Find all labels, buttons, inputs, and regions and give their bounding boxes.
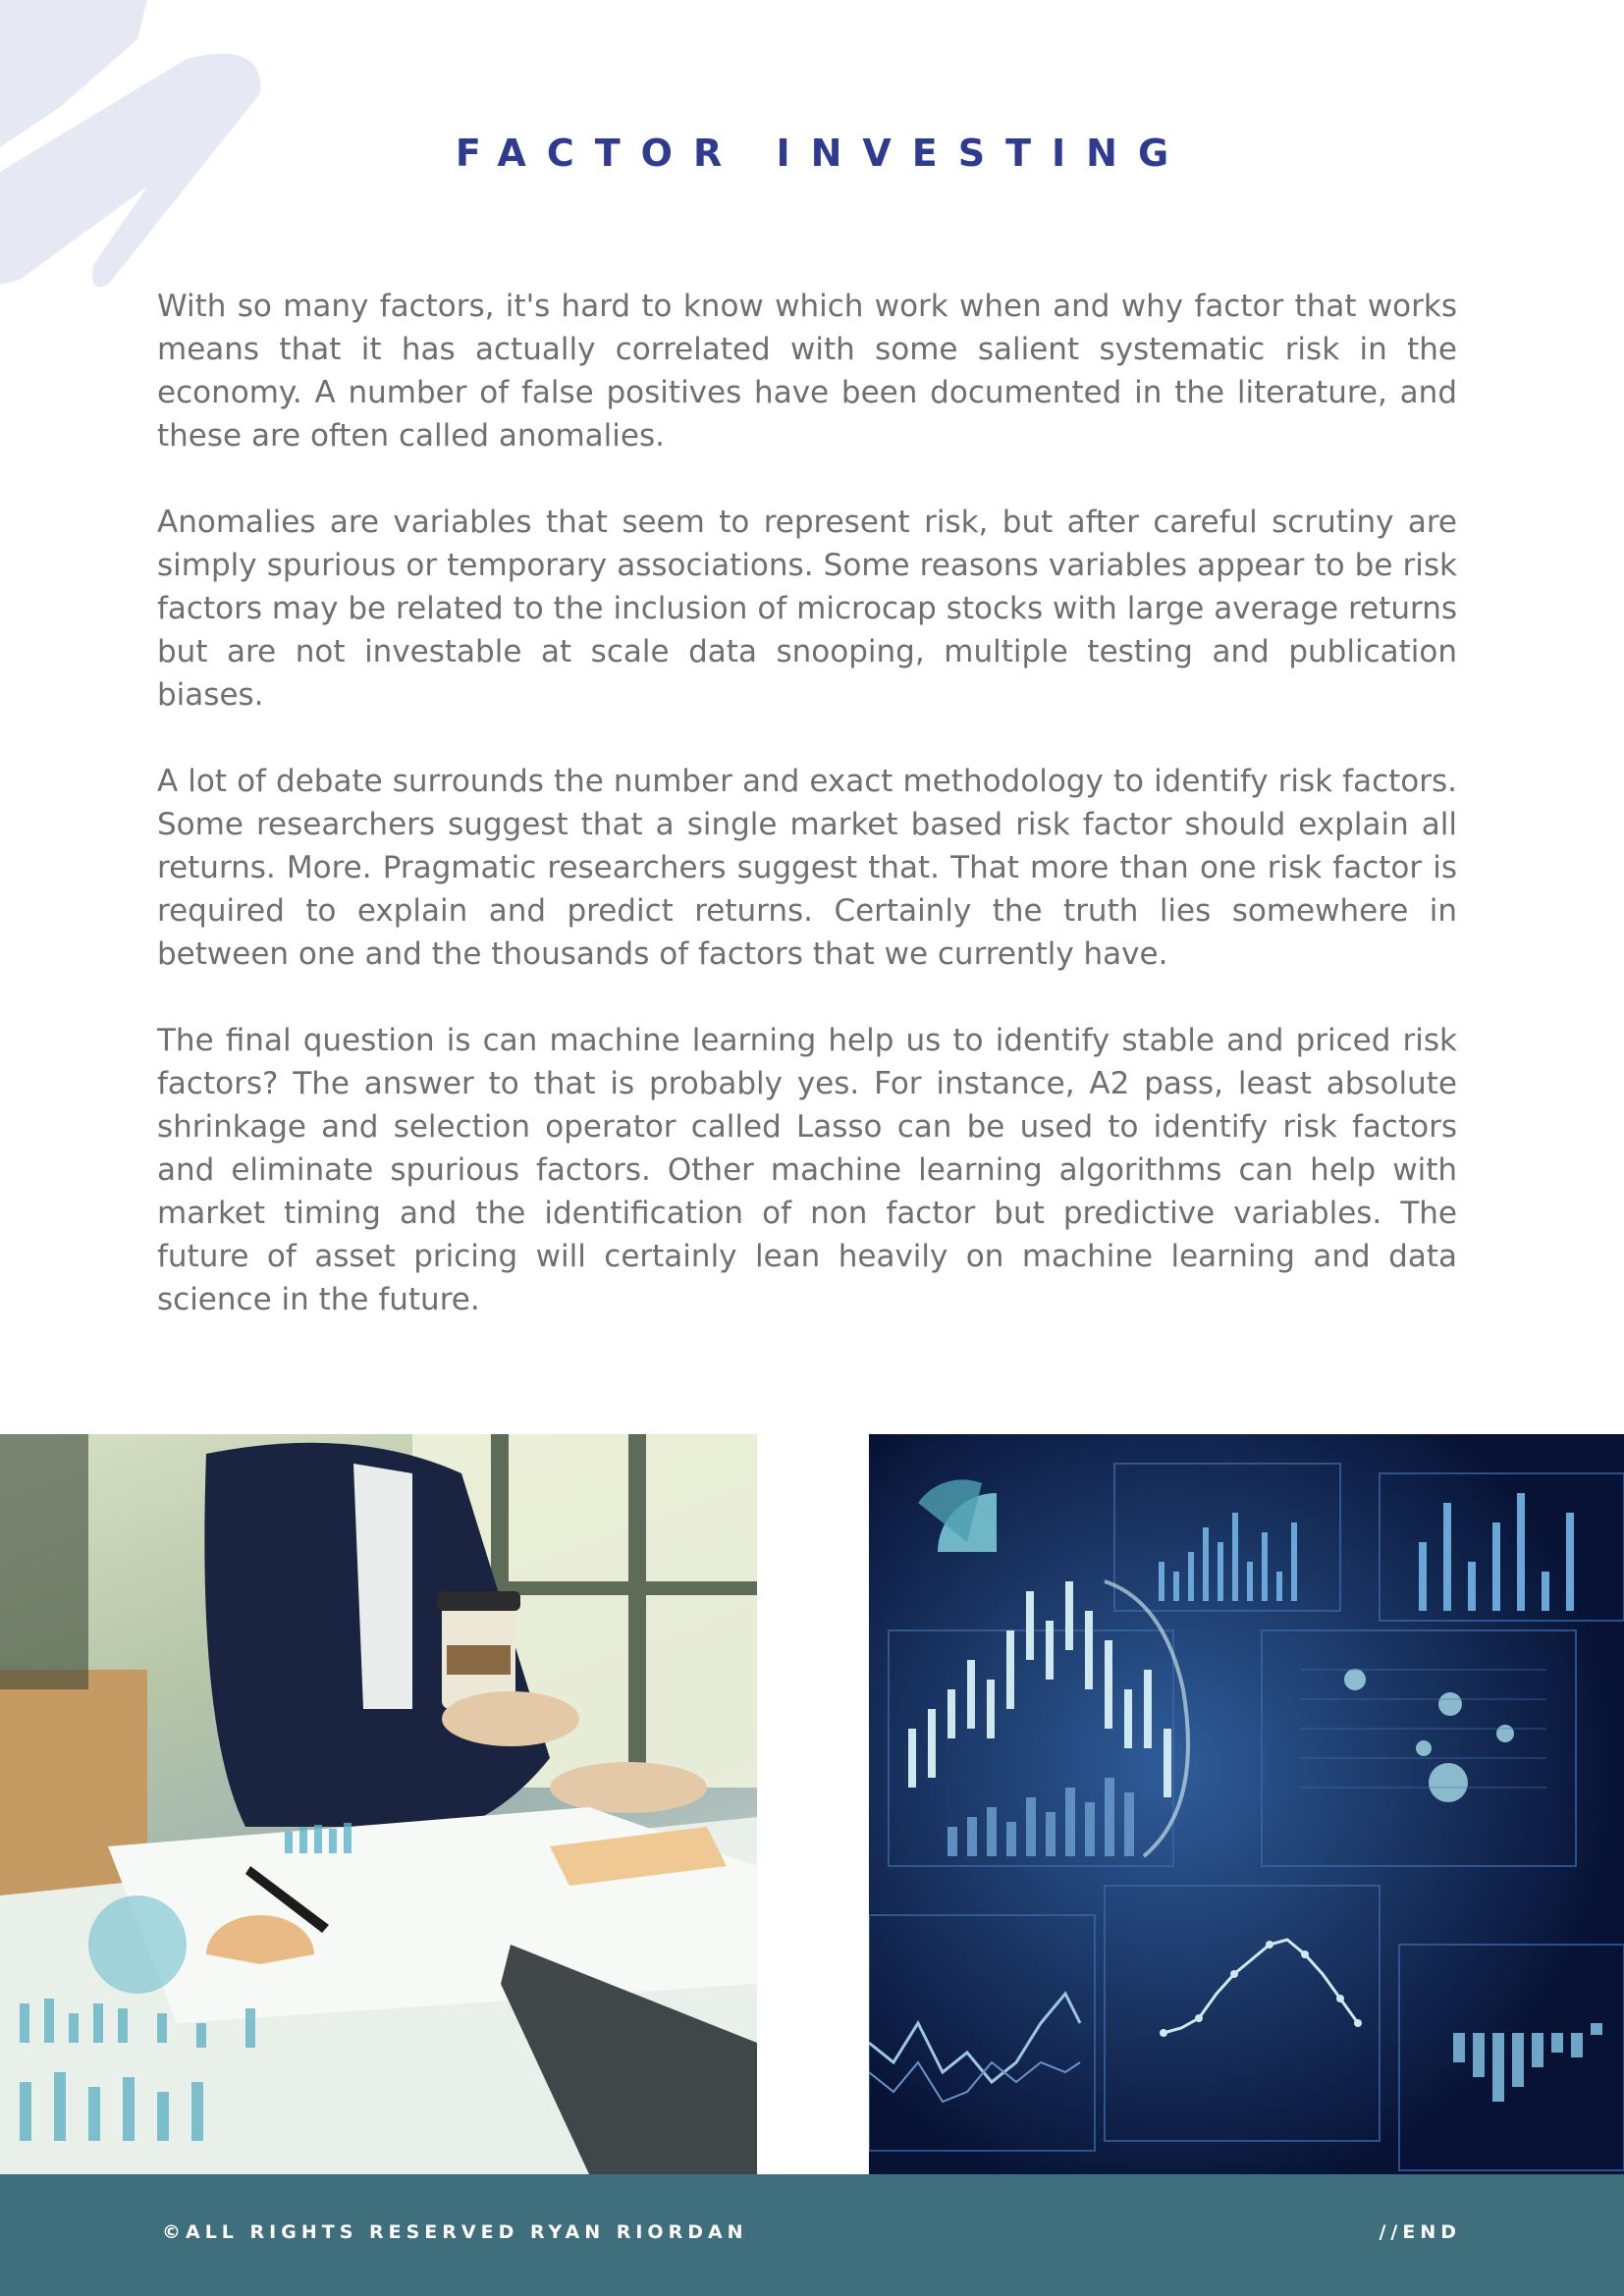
paragraph: A lot of debate surrounds the number and exact methodology to identify risk factors. Some researchers suggest that a single market based risk factor should explain all returns. More. Pragmatic researchers suggest that. That more than one risk factor is required to explain and predict returns. Certainly the truth lies somewhere in between one and the thousands of factors that we currently have. <box>157 764 1457 972</box>
businesswoman-photo <box>0 1434 757 2174</box>
paragraph: Anomalies are variables that seem to represent risk, but after careful scrutiny are simply spurious or temporary associations. Some reasons variables appear to be risk factors may be related to the inclusion of microcap stocks with large average returns but are not investable at scale data snooping, multiple testing and publication biases. <box>157 505 1457 713</box>
end-marker: //END <box>1379 2221 1461 2243</box>
copyright-text: ©ALL RIGHTS RESERVED RYAN RIORDAN <box>162 2221 748 2243</box>
footer-bar <box>0 2174 1624 2296</box>
body-text <box>157 285 1457 1364</box>
paragraph: With so many factors, it's hard to know which work when and why factor that works means that it has actually correlated with some salient systematic risk in the economy. A number of false positives have been documented in the literature, and these are often called anomalies. <box>157 289 1457 454</box>
paragraph: The final question is can machine learning help us to identify stable and priced risk factors? The answer to that is probably yes. For instance, A2 pass, least absolute shrinkage and selection operator called Lasso can be used to identify risk factors and eliminate spurious factors. Other machine learning algorithms can help with market timing and the identification of non factor but predictive variables. The future of asset pricing will certainly lean heavily on machine learning and data science in the future. <box>157 1023 1457 1317</box>
page-title: FACTOR INVESTING <box>455 132 1190 175</box>
financial-charts-photo <box>869 1434 1624 2174</box>
